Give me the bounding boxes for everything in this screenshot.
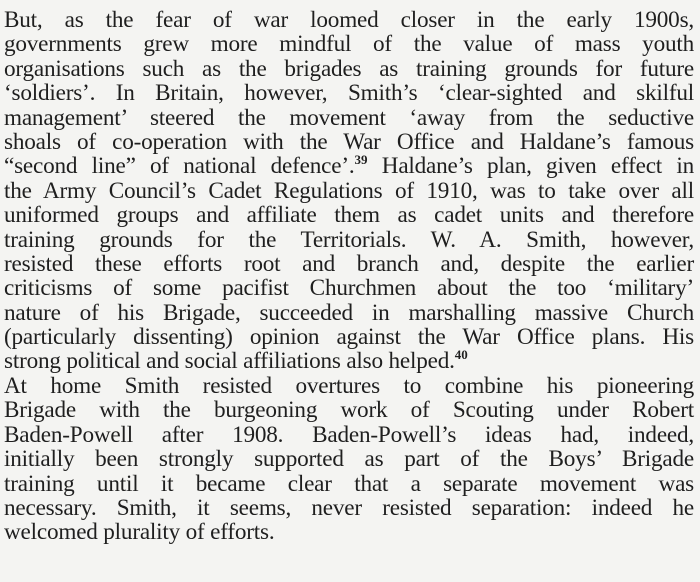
text-line: Baden-Powell after 1908. Baden-Powell’s ideas had, indeed, — [4, 421, 694, 448]
footnote-marker: 39 — [354, 152, 368, 168]
text-line: shoals of co-operation with the War Office and Haldane’s famous — [4, 128, 694, 155]
text-line: At home Smith resisted overtures to combine his pioneering — [4, 373, 694, 399]
text-line: welcomed plurality of efforts. — [4, 519, 275, 546]
text-line: “second line” of national defence’.$^{39}$ Haldane’s plan, given effect in — [4, 152, 695, 180]
paragraph-fear-of-war — [4, 8, 694, 374]
text-line: organisations such as the brigades as training grounds for future — [4, 55, 694, 82]
text-line: training grounds for the Territorials. W. A. Smith, however, — [4, 226, 694, 253]
footnote-marker: 40 — [454, 347, 468, 363]
text-line: strong political and social affiliations also helped.$^{40}$ — [4, 347, 468, 375]
text-line: ‘soldiers’. In Britain, however, Smith’s ‘clear-sighted and skilful — [4, 80, 694, 107]
text-line: But, as the fear of war loomed closer in the early 1900s, — [4, 7, 694, 33]
text-line: governments grew more mindful of the value of mass youth — [4, 31, 694, 58]
text-line: criticisms of some pacifist Churchmen about the too ‘military’ — [4, 275, 694, 302]
text-line: initially been strongly supported as part of the Boys’ Brigade — [4, 446, 694, 473]
text-line: the Army Council’s Cadet Regulations of 1910, was to take over all — [4, 177, 694, 204]
paragraph-scouting — [4, 374, 694, 545]
text-line: necessary. Smith, it seems, never resisted separation: indeed he — [4, 494, 694, 521]
text-line: uniformed groups and affiliate them as cadet units and therefore — [4, 202, 694, 229]
text-line: resisted these efforts root and branch and, despite the earlier — [4, 250, 694, 277]
text-line: Brigade with the burgeoning work of Scouting under Robert — [4, 397, 694, 424]
text-line: (particularly dissenting) opinion against the War Office plans. His — [4, 324, 694, 351]
text-line: nature of his Brigade, succeeded in marshalling massive Church — [4, 299, 694, 326]
text-line: training until it became clear that a separate movement was — [4, 470, 694, 497]
text-line: management’ steered the movement ‘away from the seductive — [4, 104, 694, 131]
